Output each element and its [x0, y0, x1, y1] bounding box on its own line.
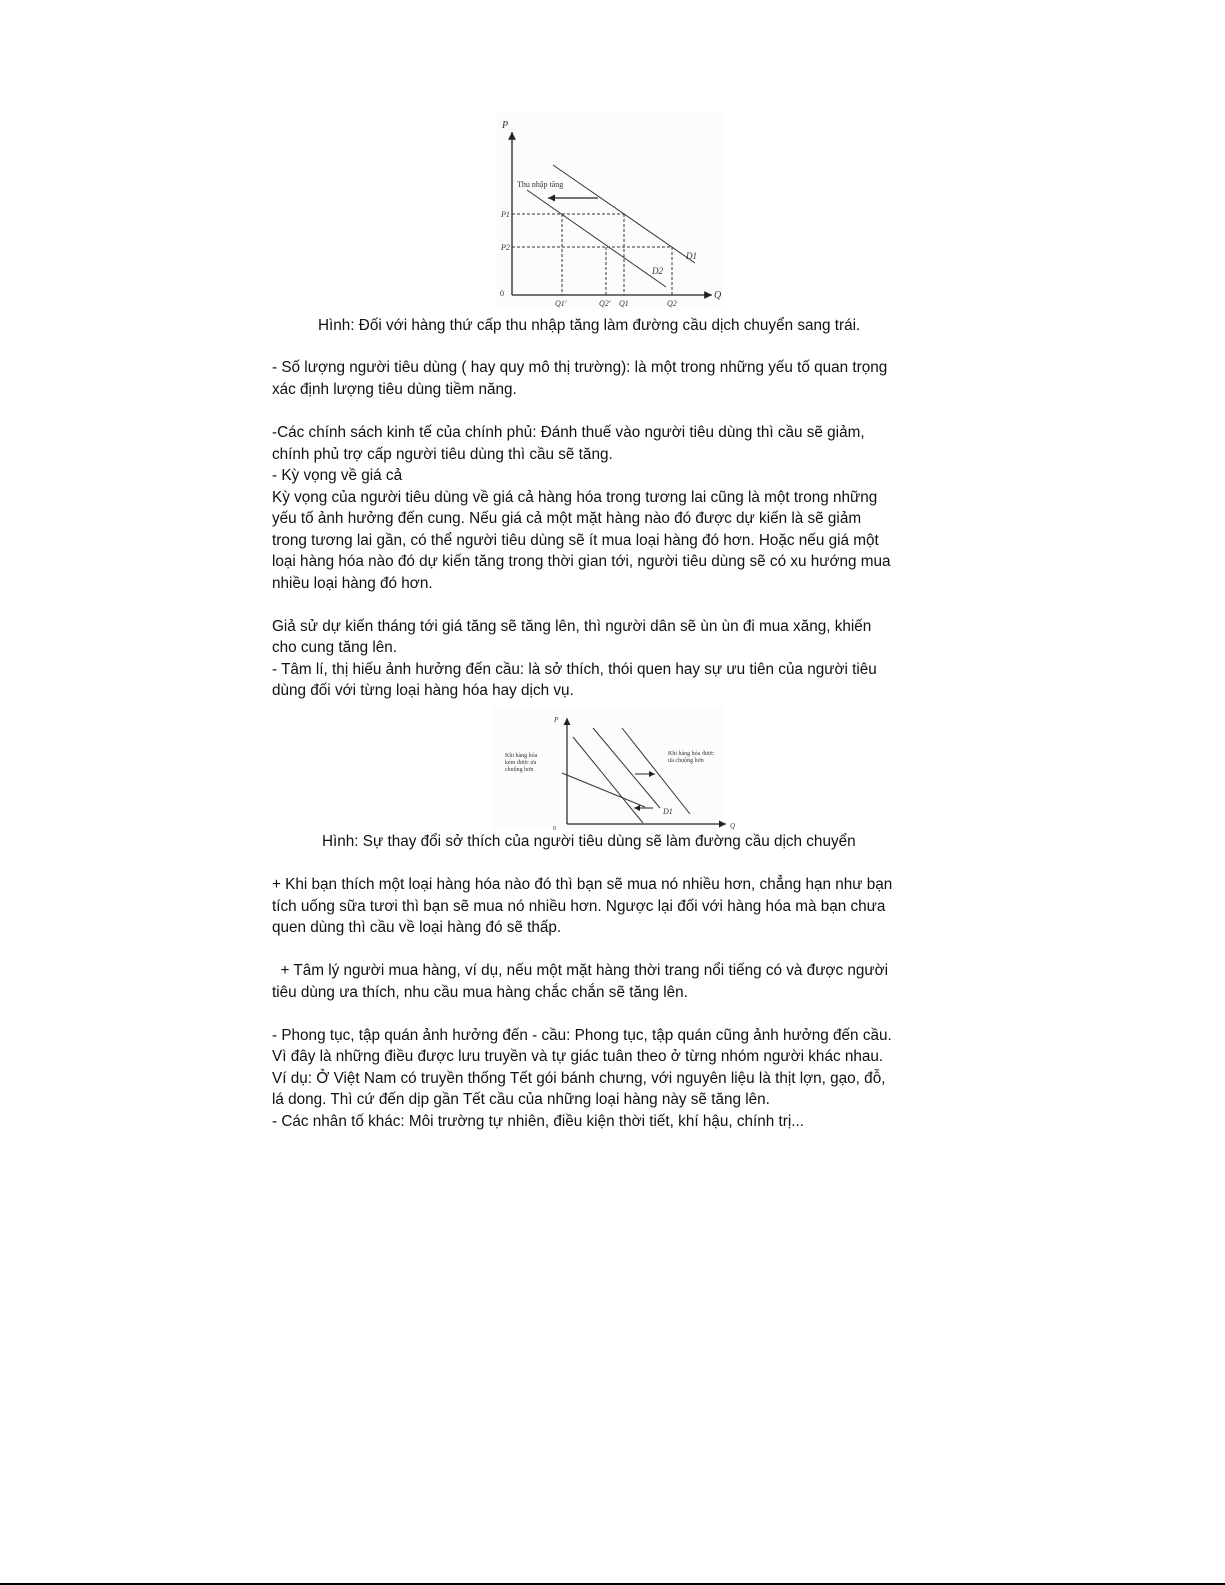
q2-prime-label: Q2': [599, 299, 611, 308]
text-line: + Khi bạn thích một loại hàng hóa nào đó thì bạn sẽ mua nó nhiều hơn, chẳng hạn như bạn: [272, 876, 893, 893]
d1-label: D1: [663, 807, 673, 816]
p2-label: P2: [501, 243, 510, 252]
text-line: Kỳ vọng của người tiêu dùng về giá cả hàng hóa trong tương lai cũng là một trong những: [272, 489, 878, 506]
text-line: xác định lượng tiêu dùng tiềm năng.: [272, 381, 517, 398]
text-line: yếu tố ảnh hưởng đến cung. Nếu giá cả một mặt hàng nào đó được dự kiến là sẽ giảm: [272, 510, 862, 527]
text-line: loại hàng hóa nào đó dự kiến tăng trong thời gian tới, người tiêu dùng sẽ có xu hướng mua: [272, 553, 891, 570]
text-line: quen dùng thì cầu về loại hàng đó sẽ thấp.: [272, 919, 562, 936]
d2-label: D2: [652, 266, 663, 276]
text-line: - Kỳ vọng về giá cả: [272, 467, 403, 484]
shift-label: Thu nhập tăng: [517, 180, 564, 189]
text-line: chính phủ trợ cấp người tiêu dùng thì cầu sẽ tăng.: [272, 446, 613, 463]
text-line: tích uống sữa tươi thì bạn sẽ mua nó nhiều hơn. Ngược lại đối với hàng hóa mà bạn chưa: [272, 898, 886, 915]
left-label-line: kém được ưa: [505, 760, 537, 766]
q-axis-label: Q: [730, 822, 736, 830]
text-line: nhiều loại hàng đó hơn.: [272, 575, 433, 592]
q1-prime-label: Q1': [555, 299, 567, 308]
q1-label: Q1: [619, 299, 629, 308]
text-line: -Các chính sách kinh tế của chính phủ: Đánh thuế vào người tiêu dùng thì cầu sẽ giảm,: [272, 424, 865, 441]
text-line: Ví dụ: Ở Việt Nam có truyền thống Tết gói bánh chưng, với nguyên liệu là thịt lợn, gạo, đỗ,: [272, 1070, 886, 1087]
text-line: lá dong. Thì cứ đến dịp gần Tết cầu của những loại hàng này sẽ tăng lên.: [272, 1091, 770, 1108]
text-line: cho cung tăng lên.: [272, 639, 398, 656]
text-line: - Số lượng người tiêu dùng ( hay quy mô thị trường): là một trong những yếu tố quan trọng: [272, 359, 888, 376]
text-line: - Các nhân tố khác: Môi trường tự nhiên, điều kiện thời tiết, khí hậu, chính trị...: [272, 1113, 805, 1130]
p1-label: P1: [501, 210, 510, 219]
left-label-line: Khi hàng hóa: [505, 753, 538, 759]
text-line: + Tâm lý người mua hàng, ví dụ, nếu một mặt hàng thời trang nổi tiếng có và được người: [272, 962, 889, 979]
text-line: dùng đối với từng loại hàng hóa hay dịch vụ.: [272, 682, 574, 699]
text-line: Giả sử dự kiến tháng tới giá tăng sẽ tăng lên, thì người dân sẽ ùn ùn đi mua xăng, khiến: [272, 618, 872, 635]
figure1-caption: Hình: Đối với hàng thứ cấp thu nhập tăng làm đường cầu dịch chuyển sang trái.: [318, 317, 861, 334]
q-axis-label: Q: [714, 290, 722, 301]
origin-label: 0: [553, 826, 556, 832]
text-line: tiêu dùng ưa thích, nhu cầu mua hàng chắc chắn sẽ tăng lên.: [272, 984, 688, 1001]
text-line: - Tâm lí, thị hiếu ảnh hưởng đến cầu: là sở thích, thói quen hay sự ưu tiên của người tiêu: [272, 661, 877, 678]
figure2-caption: Hình: Sự thay đổi sở thích của người tiêu dùng sẽ làm đường cầu dịch chuyển: [322, 833, 856, 850]
text-line: Vì đây là những điều được lưu truyền và tự giác tuân theo ở từng nhóm người khác nhau.: [272, 1048, 884, 1065]
d1-label: D1: [686, 251, 697, 261]
right-label-line: ưa chuộng hơn: [668, 758, 704, 764]
p-axis-label: P: [502, 120, 509, 131]
p-axis-label: P: [554, 716, 559, 724]
q2-label: Q2: [667, 299, 677, 308]
left-label-line: chuộng hơn: [505, 767, 534, 773]
text-line: trong tương lai gần, có thể người tiêu dùng sẽ ít mua loại hàng đó hơn. Hoặc nếu giá một: [272, 532, 879, 549]
origin-label: 0: [500, 289, 504, 298]
text-line: - Phong tục, tập quán ảnh hưởng đến - cầu: Phong tục, tập quán cũng ảnh hưởng đến cầu.: [272, 1027, 892, 1044]
right-label-line: Khi hàng hóa được: [668, 751, 714, 757]
